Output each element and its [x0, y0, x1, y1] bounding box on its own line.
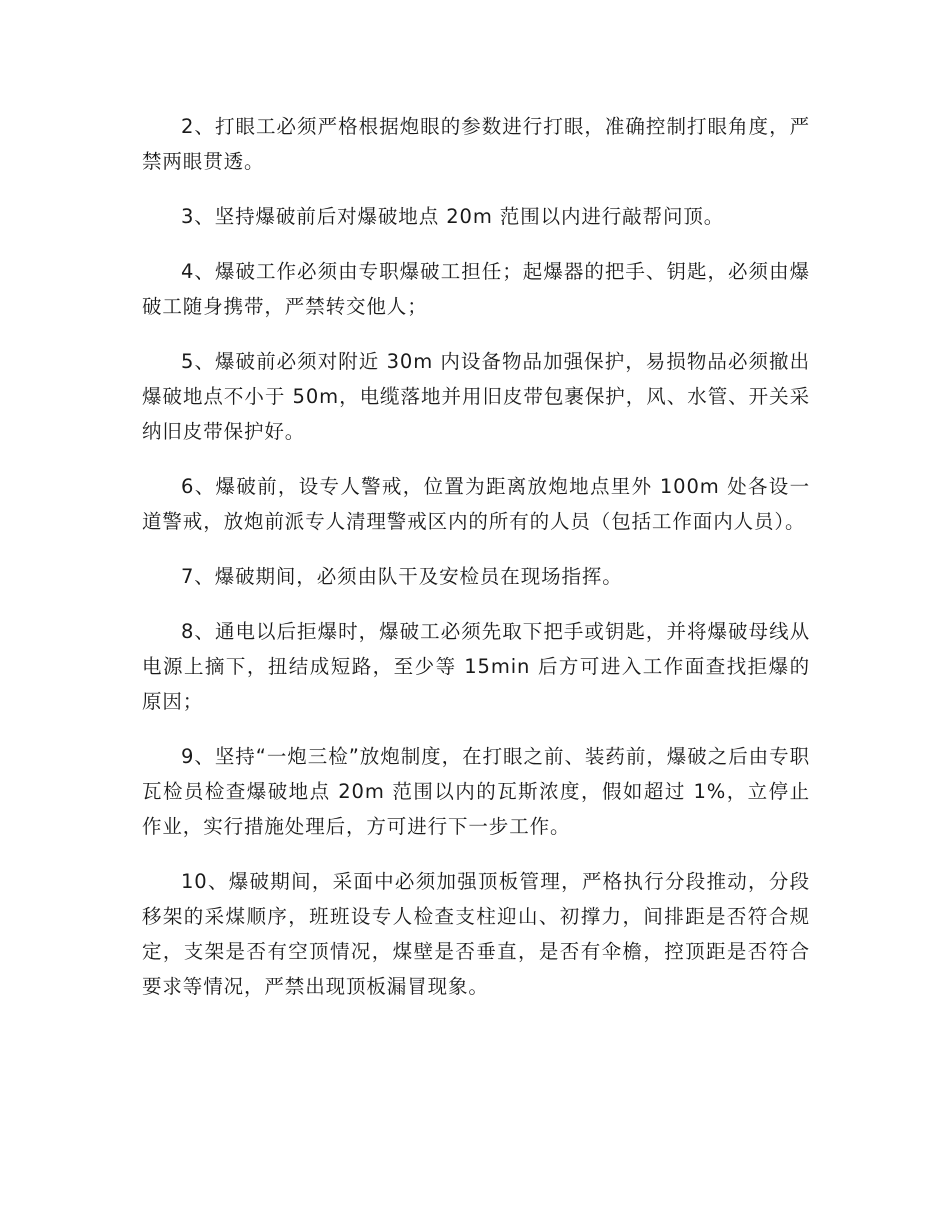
paragraph-item-6: 6、爆破前，设专人警戒，位置为距离放炮地点里外 100m 处各设一道警戒，放炮前派专人清理警戒区内的所有的人员（包括工作面内人员）。 [142, 475, 810, 533]
paragraph-item-7: 7、爆破期间，必须由队干及安检员在现场指挥。 [181, 565, 623, 588]
paragraph-item-3: 3、坚持爆破前后对爆破地点 20m 范围以内进行敲帮问顶。 [181, 205, 725, 228]
paragraph-item-8: 8、通电以后拒爆时，爆破工必须先取下把手或钥匙，并将爆破母线从电源上摘下，扭结成短路，至少等 15min 后方可进入工作面查找拒爆的原因； [142, 620, 810, 713]
paragraph-item-5: 5、爆破前必须对附近 30m 内设备物品加强保护，易损物品必须撤出爆破地点不小于 50m，电缆落地并用旧皮带包裹保护，风、水管、开关采纳旧皮带保护好。 [142, 350, 810, 443]
paragraph-item-4: 4、爆破工作必须由专职爆破工担任；起爆器的把手、钥匙，必须由爆破工随身携带，严禁转交他人； [142, 260, 810, 318]
paragraph-item-10: 10、爆破期间，采面中必须加强顶板管理，严格执行分段推动，分段移架的采煤顺序，班班设专人检查支柱迎山、初撑力，间排距是否符合规定，支架是否有空顶情况，煤壁是否垂直，是否有伞檐，控顶距是否符合要求等情况，严禁出现顶板漏冒现象。 [142, 870, 810, 998]
paragraph-item-9: 9、坚持“一炮三检”放炮制度，在打眼之前、装药前，爆破之后由专职瓦检员检查爆破地点 20m 范围以内的瓦斯浓度，假如超过 1%，立停止作业，实行措施处理后，方可进行下一步工作。 [142, 745, 810, 838]
document-body [142, 109, 810, 1024]
paragraph-item-2: 2、打眼工必须严格根据炮眼的参数进行打眼，准确控制打眼角度，严禁两眼贯透。 [142, 115, 810, 173]
